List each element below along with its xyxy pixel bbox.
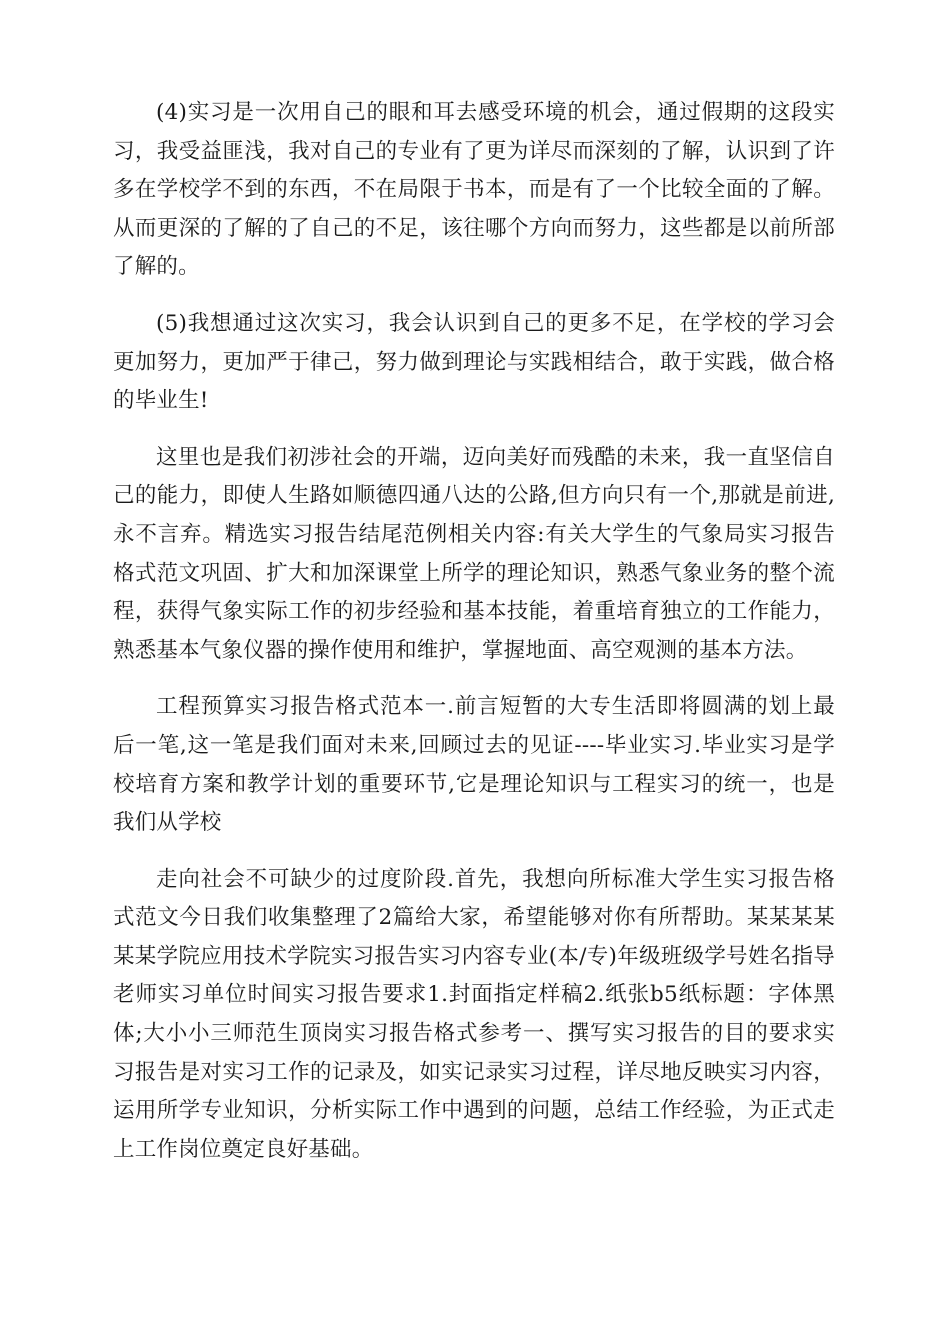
paragraph-4: 工程预算实习报告格式范本一.前言短暂的大专生活即将圆满的划上最后一笔,这一笔是我们面对未来,回顾过去的见证----毕业实习.毕业实习是学校培育方案和教学计划的重要环节,它是理论知识与工程实习的统一，也是我们从学校 bbox=[113, 694, 835, 836]
document-body bbox=[113, 94, 835, 1187]
paragraph-2: (5)我想通过这次实习，我会认识到自己的更多不足，在学校的学习会更加努力，更加严于律己，努力做到理论与实践相结合，敢于实践，做合格的毕业生! bbox=[113, 310, 835, 414]
paragraph-5: 走向社会不可缺少的过度阶段.首先，我想向所标准大学生实习报告格式范文今日我们收集整理了2篇给大家，希望能够对你有所帮助。某某某某某某学院应用技术学院实习报告实习内容专业(本/专)年级班级学号姓名指导老师实习单位时间实习报告要求1.封面指定样稿2.纸张b5纸标题：字体黑体;大小小三师范生顶岗实习报告格式参考一、撰写实习报告的目的要求实习报告是对实习工作的记录及，如实记录实习过程，详尽地反映实习内容，运用所学专业知识，分析实际工作中遇到的问题，总结工作经验，为正式走上工作岗位奠定良好基础。 bbox=[113, 866, 835, 1162]
paragraph-1: (4)实习是一次用自己的眼和耳去感受环境的机会，通过假期的这段实习，我受益匪浅，我对自己的专业有了更为详尽而深刻的了解，认识到了许多在学校学不到的东西，不在局限于书本，而是有了一个比较全面的了解。从而更深的了解的了自己的不足，该往哪个方向而努力，这些都是以前所部了解的。 bbox=[113, 100, 835, 280]
paragraph-3: 这里也是我们初涉社会的开端，迈向美好而残酷的未来，我一直坚信自己的能力，即使人生路如顺德四通八达的公路,但方向只有一个,那就是前进,永不言弃。精选实习报告结尾范例相关内容:有关大学生的气象局实习报告格式范文巩固、扩大和加深课堂上所学的理论知识，熟悉气象业务的整个流程，获得气象实际工作的初步经验和基本技能，着重培育独立的工作能力，熟悉基本气象仪器的操作使用和维护，掌握地面、高空观测的基本方法。 bbox=[113, 444, 835, 663]
